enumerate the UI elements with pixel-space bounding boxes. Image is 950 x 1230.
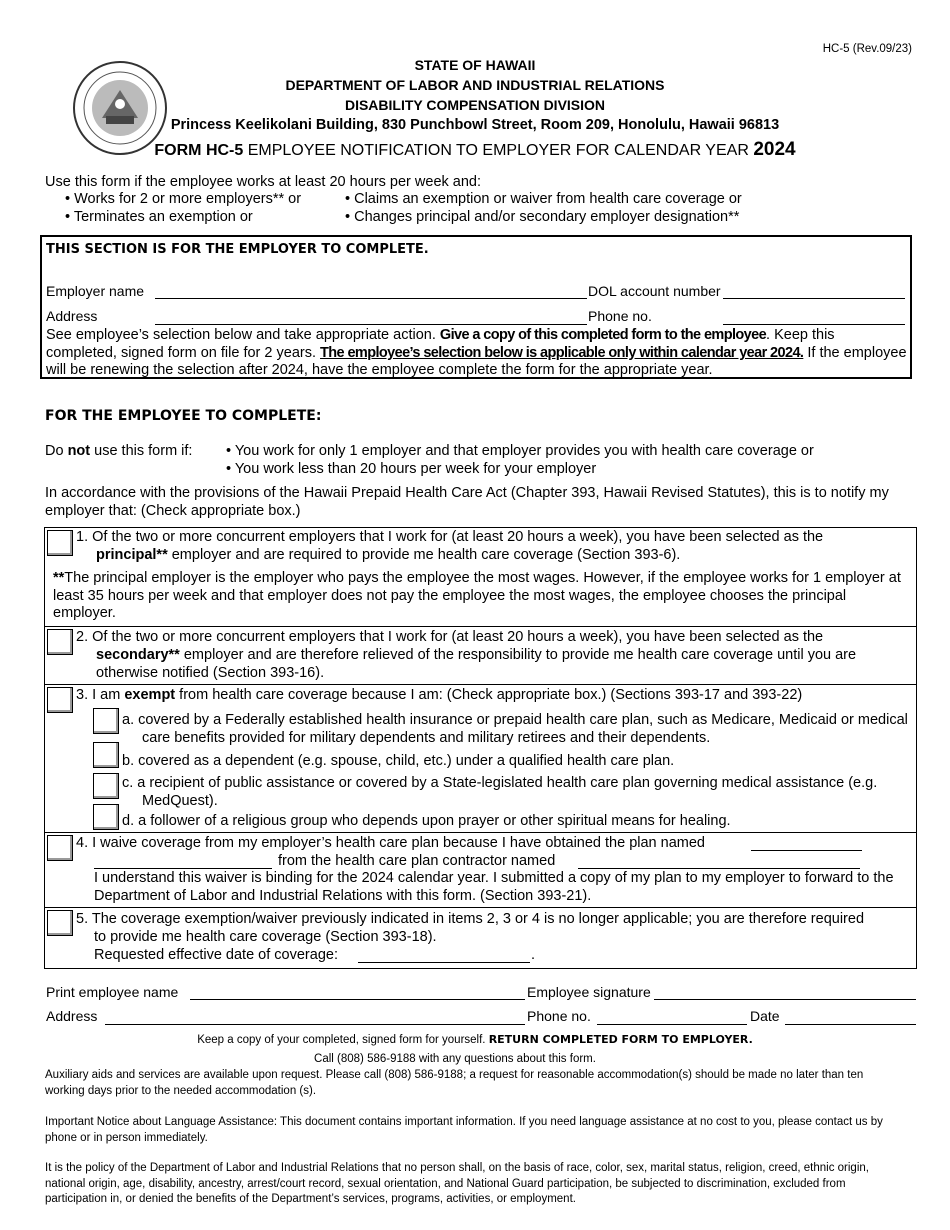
option-4-checkbox[interactable] <box>47 835 73 861</box>
header-division: DISABILITY COMPENSATION DIVISION <box>344 97 606 113</box>
option-3b-checkbox[interactable] <box>93 742 119 768</box>
option-3-text <box>76 687 911 705</box>
form-title-text: EMPLOYEE NOTIFICATION TO EMPLOYER FOR CALENDAR YEAR <box>243 142 754 159</box>
return-form-bold: RETURN COMPLETED FORM TO EMPLOYER. <box>488 1033 753 1046</box>
option-2-rest: employer and are therefore relieved of the responsibility to provide me health care coverage until you are otherwise notified (Section 393-16). <box>96 647 857 681</box>
option-3d-checkbox[interactable] <box>93 804 119 830</box>
employer-address-field[interactable] <box>155 324 587 325</box>
principal-bold: principal** <box>96 546 168 563</box>
exempt-bold: exempt <box>124 687 176 703</box>
option-1-line: 1. Of the two or more concurrent employers that I work for (at least 20 hours a week), you have been selected as the <box>76 529 824 545</box>
option-1-checkbox[interactable] <box>47 530 73 556</box>
option-4-box <box>44 832 917 907</box>
employer-instructions-bold-underlined: The employee’s selection below is applicable only within calendar year 2024. <box>320 344 804 361</box>
option-5-box <box>44 907 917 969</box>
dol-account-label: DOL account number <box>588 283 721 299</box>
plan-contractor-field[interactable] <box>578 868 860 869</box>
option-3c-text: c. a recipient of public assistance or covered by a State-legislated health care plan governing medical assistance (e.g. MedQuest). <box>122 775 878 809</box>
keep-copy-notice <box>0 1033 950 1049</box>
option-1-line-2 <box>76 547 911 565</box>
option-3d-text: d. a follower of a religious group who depends upon prayer or other spiritual means for healing. <box>122 813 731 829</box>
keep-copy-text: Keep a copy of your completed, signed form for yourself. <box>197 1034 489 1046</box>
secondary-bold: secondary** <box>96 647 180 663</box>
note-asterisks: ** <box>53 570 65 586</box>
option-2-box <box>44 626 917 684</box>
employer-name-label: Employer name <box>46 283 145 299</box>
do-not-bullet: • You work for only 1 employer and that employer provides you with health care coverage or <box>226 443 814 459</box>
date-field[interactable] <box>785 1024 916 1025</box>
intro-bullet: • Claims an exemption or waiver from health care coverage or <box>345 191 742 207</box>
employer-instructions <box>46 327 908 380</box>
option-1-box <box>44 527 917 626</box>
employer-instructions-text: If the employee will be renewing the selection after 2024, have the employee complete the form for the appropriate year. <box>46 344 907 379</box>
option-4-line-2: from the health care plan contractor named <box>278 853 556 869</box>
intro-text: Use this form if the employee works at least 20 hours per week and: <box>45 174 482 190</box>
do-not-bold: not <box>67 443 91 459</box>
header-state: STATE OF HAWAII <box>414 57 536 73</box>
option-3c-checkbox[interactable] <box>93 773 119 799</box>
option-5-checkbox[interactable] <box>47 910 73 936</box>
principal-note <box>53 570 913 623</box>
intro-bullet: • Changes principal and/or secondary employer designation** <box>345 209 740 225</box>
effective-date-field[interactable] <box>358 962 530 963</box>
effective-date-label: Requested effective date of coverage: <box>94 947 338 963</box>
option-3a-text: a. covered by a Federally established health insurance or prepaid health care plan, such as Medicare, Medicaid or medical care benefits provided for military dependents and military retirees and their dependents. <box>122 712 908 746</box>
form-title <box>0 138 950 161</box>
option-4-waiver-text: I understand this waiver is binding for the 2024 calendar year. I submitted a copy of my plan to my employer to forward to the Department of Labor and Industrial Relations with this form. (Section 393-21). <box>94 870 894 904</box>
option-2-text <box>96 647 911 682</box>
policy-notice: It is the policy of the Department of Labor and Industrial Relations that no person shall, on the basis of race, color, sex, marital status, religion, creed, ethnic origin, national origin, age, disability, ancestry, arrest/court record, sexual orientation, and National Guard participation, be subjected to discrimination, excluded from participation in, or denied the benefits of the Department’s services, programs, activities, or employment. <box>45 1162 869 1206</box>
form-id: HC-5 (Rev.09/23) <box>822 43 912 55</box>
call-notice: Call (808) 586-9188 with any questions about this form. <box>314 1053 596 1065</box>
note-text: The principal employer is the employer who pays the employee the most wages. However, if the employee works for 1 employer at least 35 hours per week and that employer does not pay the employee the most wages, the employee chooses the principal employer. <box>53 570 901 622</box>
option-3-checkbox[interactable] <box>47 687 73 713</box>
employee-signature-field[interactable] <box>654 999 916 1000</box>
employer-phone-field[interactable] <box>723 324 905 325</box>
option-1-text <box>76 529 911 564</box>
intro-bullet: • Terminates an exemption or <box>65 209 253 225</box>
option-3-rest: from health care coverage because I am: (Check appropriate box.) (Sections 393-17 and 393-22) <box>175 687 803 703</box>
plan-name-field-continued[interactable] <box>94 868 272 869</box>
employer-name-field[interactable] <box>155 298 587 299</box>
employee-signature-label: Employee signature <box>527 984 651 1000</box>
accordance-text: In accordance with the provisions of the Hawaii Prepaid Health Care Act (Chapter 393, Hawaii Revised Statutes), this is to notify my employer that: (Check appropriate box.) <box>45 485 889 519</box>
employer-address-label: Address <box>46 308 98 324</box>
employer-instructions-text: See employee’s selection below and take appropriate action. <box>46 327 440 343</box>
option-1-rest: employer and are required to provide me health care coverage (Section 393-6). <box>167 546 681 563</box>
option-4-line-1: 4. I waive coverage from my employer’s health care plan because I have obtained the plan named <box>76 835 705 851</box>
option-2-checkbox[interactable] <box>47 629 73 655</box>
employee-address-field[interactable] <box>105 1024 525 1025</box>
do-label: use this form if: <box>90 443 193 459</box>
option-2-line: 2. Of the two or more concurrent employers that I work for (at least 20 hours a week), you have been selected as the <box>76 629 824 645</box>
option-3-box <box>44 684 917 832</box>
language-notice: Important Notice about Language Assistance: This document contains important information. If you need language assistance at no cost to you, please contact us by phone or in person immediately. <box>45 1116 883 1144</box>
option-3a-checkbox[interactable] <box>93 708 119 734</box>
employee-address-label: Address <box>46 1008 98 1024</box>
print-name-field[interactable] <box>190 999 525 1000</box>
print-name-label: Print employee name <box>46 984 179 1000</box>
employer-instructions-text: . Keep this completed, signed form on file for 2 years. <box>46 327 835 361</box>
option-3b-text: b. covered as a dependent (e.g. spouse, child, etc.) under a qualified health care plan. <box>122 753 675 769</box>
employee-phone-label: Phone no. <box>527 1008 591 1024</box>
date-label: Date <box>750 1008 780 1024</box>
do-not-use-label <box>45 443 192 461</box>
effective-date-period: . <box>531 947 536 963</box>
employer-section-title: THIS SECTION IS FOR THE EMPLOYER TO COMPLETE. <box>46 242 429 257</box>
employer-phone-label: Phone no. <box>588 308 652 324</box>
employee-phone-field[interactable] <box>597 1024 747 1025</box>
dol-account-field[interactable] <box>723 298 905 299</box>
option-5-text: 5. The coverage exemption/waiver previously indicated in items 2, 3 or 4 is no longer applicable; you are therefore required to provide me health care coverage (Section 393-18). <box>76 911 865 945</box>
intro-bullet: • Works for 2 or more employers** or <box>65 191 302 207</box>
plan-name-field[interactable] <box>751 850 862 851</box>
header-address: Princess Keelikolani Building, 830 Punchbowl Street, Room 209, Honolulu, Hawaii 96813 <box>170 117 780 133</box>
employer-instructions-bold: Give a copy of this completed form to the employee <box>439 327 767 343</box>
aux-aids-notice: Auxiliary aids and services are available upon request. Please call (808) 586-9188; a request for reasonable accommodation(s) should be made no later than ten working days prior to the needed accommodation (s). <box>45 1069 864 1097</box>
header-department: DEPARTMENT OF LABOR AND INDUSTRIAL RELATIONS <box>285 77 665 93</box>
option-3-lead: 3. I am <box>76 687 125 703</box>
do-not-bullet: • You work less than 20 hours per week for your employer <box>226 461 597 477</box>
form-year: 2024 <box>753 139 796 160</box>
do-label: Do <box>45 443 68 459</box>
employer-section <box>40 235 912 379</box>
form-label: FORM HC-5 <box>154 142 244 159</box>
employee-section-title: FOR THE EMPLOYEE TO COMPLETE: <box>45 408 322 424</box>
